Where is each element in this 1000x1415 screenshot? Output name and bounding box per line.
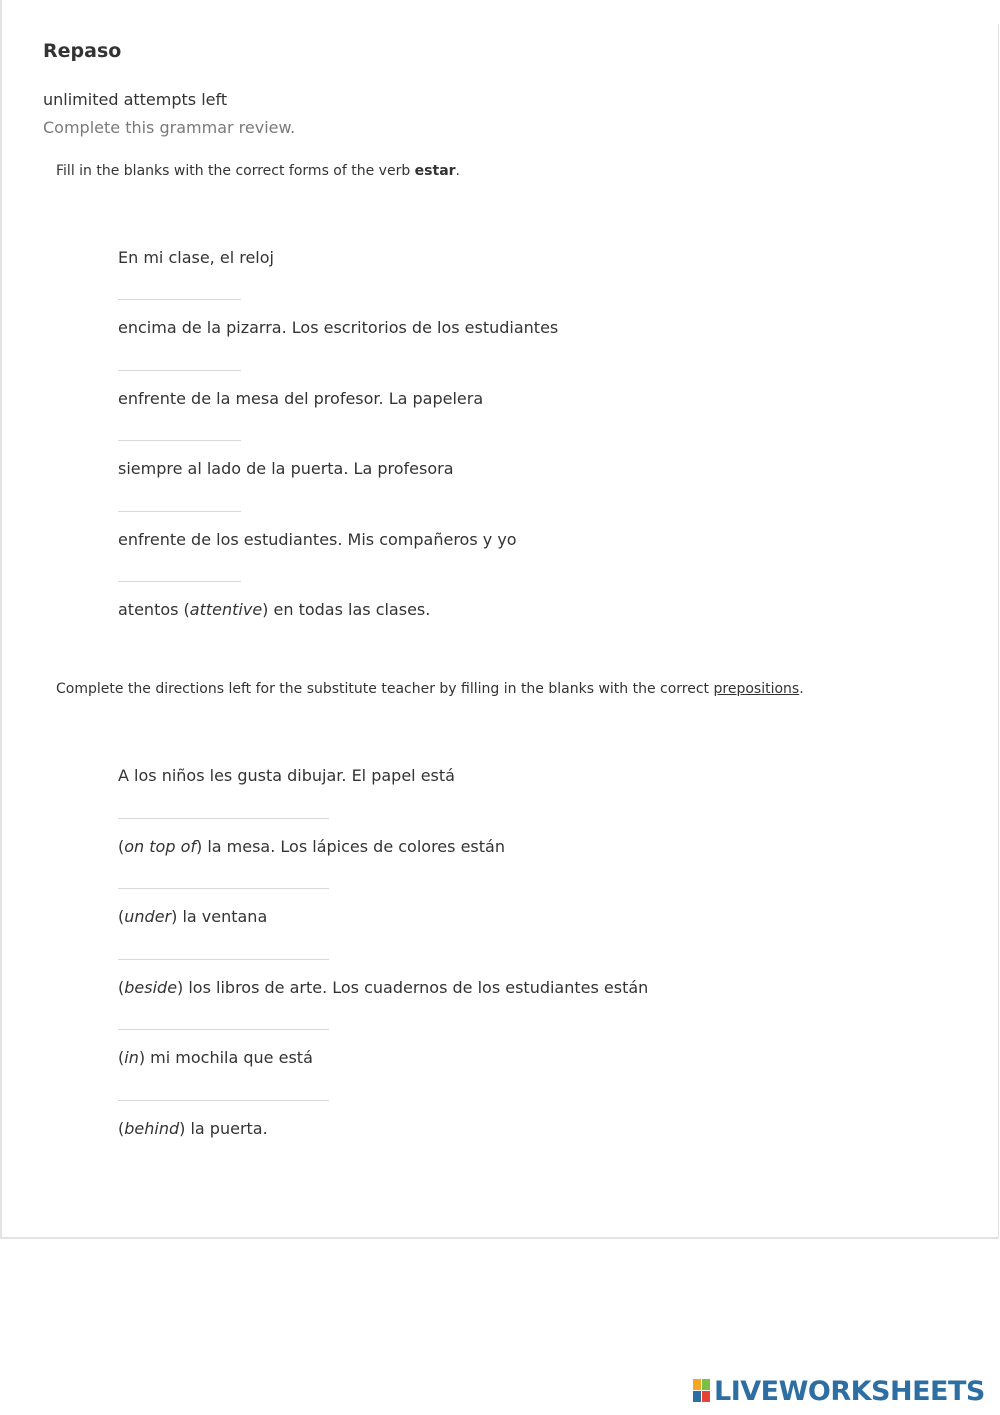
paren: ( — [118, 1119, 125, 1138]
blank-underline — [118, 888, 329, 889]
sentence-line-4: siempre al lado de la puerta. La profesora — [118, 459, 454, 478]
estar-blank-5[interactable] — [118, 559, 241, 583]
sentence-text: ) la mesa. Los lápices de colores están — [196, 837, 505, 856]
paren: ( — [118, 837, 125, 856]
sentence-text: ) la puerta. — [179, 1119, 268, 1138]
prepositions-link[interactable]: prepositions — [713, 681, 800, 697]
verb-estar: estar — [414, 163, 456, 179]
translation-hint: behind — [124, 1119, 180, 1138]
logo-block — [693, 1379, 701, 1390]
blank-underline — [118, 1029, 329, 1030]
logo-wordmark: LIVEWORKSHEETS — [714, 1375, 985, 1407]
card-border — [998, 24, 999, 1239]
estar-blank-3[interactable] — [118, 418, 241, 442]
preposition-blank-3[interactable] — [118, 936, 329, 960]
sentence-text: ) los libros de arte. Los cuadernos de los estudiantes están — [177, 978, 649, 997]
instruction-text: Fill in the blanks with the correct forms of the verb — [56, 163, 415, 179]
preposition-blank-1[interactable] — [118, 795, 329, 819]
logo-block — [693, 1391, 701, 1402]
sentence-text: ) la ventana — [171, 907, 268, 926]
sentence-line-2: encima de la pizarra. Los escritorios de los estudiantes — [118, 318, 559, 337]
sentence-line-6 — [118, 600, 430, 619]
section1-instructions — [56, 163, 460, 179]
blank-underline — [118, 299, 241, 300]
translation-hint: in — [124, 1048, 139, 1067]
blank-underline — [118, 1100, 329, 1101]
preposition-line-3 — [118, 907, 267, 926]
blank-underline — [118, 511, 241, 512]
translation-hint: beside — [124, 978, 178, 997]
blank-underline — [118, 959, 329, 960]
sentence-text: ) mi mochila que está — [138, 1048, 313, 1067]
sentence-text: atentos ( — [118, 600, 190, 619]
sentence-line-1: En mi clase, el reloj — [118, 248, 274, 267]
paren: ( — [118, 978, 125, 997]
paren: ( — [118, 907, 125, 926]
liveworksheets-logo[interactable] — [693, 1374, 985, 1408]
sentence-text: ) en todas las clases. — [262, 600, 431, 619]
translation-hint: attentive — [189, 600, 263, 619]
blank-underline — [118, 581, 241, 582]
worksheet-description: Complete this grammar review. — [43, 118, 296, 137]
translation-hint: on top of — [124, 837, 196, 856]
logo-block — [702, 1379, 710, 1390]
worksheet-title: Repaso — [43, 40, 122, 62]
translation-hint: under — [124, 907, 172, 926]
preposition-blank-5[interactable] — [118, 1077, 329, 1101]
section2-instructions — [56, 681, 804, 697]
instruction-text: Complete the directions left for the substitute teacher by filling in the blanks with the correct — [56, 681, 714, 697]
blank-underline — [118, 818, 329, 819]
estar-blank-1[interactable] — [118, 277, 241, 301]
blank-underline — [118, 440, 241, 441]
preposition-blank-4[interactable] — [118, 1007, 329, 1031]
attempts-left: unlimited attempts left — [43, 90, 228, 109]
instruction-period: . — [455, 163, 460, 179]
sentence-line-5: enfrente de los estudiantes. Mis compañeros y yo — [118, 530, 517, 549]
estar-blank-4[interactable] — [118, 488, 241, 512]
preposition-line-2 — [118, 837, 505, 856]
preposition-line-1: A los niños les gusta dibujar. El papel está — [118, 766, 455, 785]
estar-blank-2[interactable] — [118, 347, 241, 371]
liveworksheets-logo-icon — [693, 1379, 711, 1403]
sentence-line-3: enfrente de la mesa del profesor. La papelera — [118, 389, 484, 408]
blank-underline — [118, 370, 241, 371]
instruction-period: . — [799, 681, 804, 697]
preposition-line-5 — [118, 1048, 313, 1067]
paren: ( — [118, 1048, 125, 1067]
logo-block — [702, 1391, 710, 1402]
preposition-blank-2[interactable] — [118, 866, 329, 890]
preposition-line-4 — [118, 978, 648, 997]
preposition-line-6 — [118, 1119, 268, 1138]
